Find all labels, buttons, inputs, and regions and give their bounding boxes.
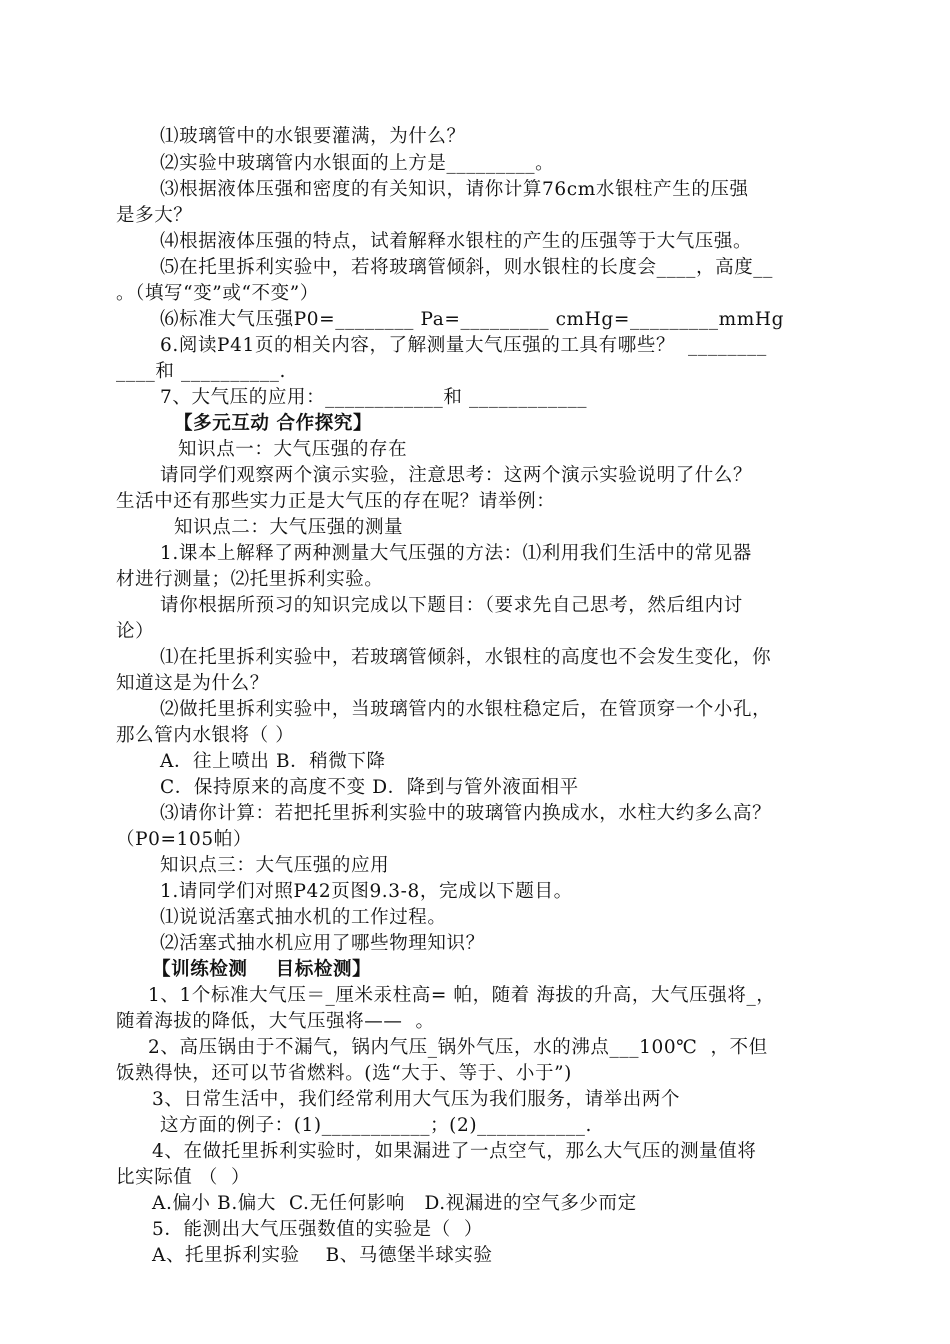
text-line: 2、高压锅由于不漏气，锅内气压_锅外气压，水的沸点___100℃ ，不但 <box>148 1037 768 1058</box>
text-line: 6.阅读P41页的相关内容，了解测量大气压强的工具有哪些？ ________ <box>160 335 767 356</box>
answer-option-line: A.偏小 B.偏大 C.无任何影响 D.视漏进的空气多少而定 <box>152 1193 637 1214</box>
answer-option-line: C．保持原来的高度不变 D．降到与管外液面相平 <box>160 777 579 798</box>
text-line: 4、在做托里拆利实验时，如果漏进了一点空气，那么大气压的测量值将 <box>152 1141 757 1162</box>
text-line: ⑴在托里拆利实验中，若玻璃管倾斜，水银柱的高度也不会发生变化，你 <box>160 647 772 668</box>
text-line: 论） <box>116 621 155 642</box>
text-line: 饭熟得快，还可以节省燃料。(选“大于、等于、小于”) <box>116 1063 572 1084</box>
text-line: 这方面的例子：(1)___________；(2)___________. <box>160 1115 592 1136</box>
text-line: ⑶根据液体压强和密度的有关知识，请你计算76cm水银柱产生的压强 <box>160 179 749 200</box>
text-line: 请同学们观察两个演示实验，注意思考：这两个演示实验说明了什么？ <box>160 465 753 486</box>
text-line: ⑵活塞式抽水机应用了哪些物理知识？ <box>160 933 485 954</box>
text-line: ____和 __________. <box>116 361 286 382</box>
text-line: 生活中还有那些实力正是大气压的存在呢？请举例： <box>116 491 556 512</box>
subsection-heading: 知识点一：大气压强的存在 <box>178 439 408 460</box>
text-line: 5．能测出大气压强数值的实验是（ ） <box>152 1219 483 1240</box>
text-line: ⑶请你计算：若把托里拆利实验中的玻璃管内换成水，水柱大约多么高？ <box>160 803 772 824</box>
text-line: 那么管内水银将（ ） <box>116 725 295 746</box>
text-line: 3、日常生活中，我们经常利用大气压为我们服务，请举出两个 <box>152 1089 681 1110</box>
subsection-heading: 知识点三：大气压强的应用 <box>160 855 390 876</box>
text-line: ⑵实验中玻璃管内水银面的上方是_________。 <box>160 153 555 174</box>
text-line: 1.课本上解释了两种测量大气压强的方法：⑴利用我们生活中的常见器 <box>160 543 752 564</box>
text-line: 。（填写“变”或“不变”） <box>116 283 319 304</box>
text-line: 1.请同学们对照P42页图9.3-8，完成以下题目。 <box>160 881 573 902</box>
text-line: ⑷根据液体压强的特点，试着解释水银柱的产生的压强等于大气压强。 <box>160 231 753 252</box>
text-line: ⑹标准大气压强P0=________ Pa=_________ cmHg=_________mmHg <box>160 309 785 330</box>
text-line: 知道这是为什么？ <box>116 673 269 694</box>
text-line: ⑸在托里拆利实验中，若将玻璃管倾斜，则水银柱的长度会____，高度__ <box>160 257 774 278</box>
text-line: 比实际值 （ ） <box>116 1167 251 1188</box>
answer-option-line: A、托里拆利实验 B、马德堡半球实验 <box>152 1245 493 1266</box>
text-line: 7、大气压的应用：____________和 ____________ <box>160 387 588 408</box>
text-line: ⑴说说活塞式抽水机的工作过程。 <box>160 907 447 928</box>
text-line: 是多大？ <box>116 205 193 226</box>
section-heading: 【多元互动 合作探究】 <box>174 413 373 434</box>
answer-option-line: A．往上喷出 B．稍微下降 <box>160 751 386 772</box>
text-line: （P0=105帕） <box>116 829 252 850</box>
text-line: ⑵做托里拆利实验中，当玻璃管内的水银柱稳定后，在管顶穿一个小孔， <box>160 699 772 720</box>
text-line: 随着海拔的降低，大气压强将—— 。 <box>116 1011 435 1032</box>
text-line: 请你根据所预习的知识完成以下题目：（要求先自己思考，然后组内讨 <box>160 595 743 616</box>
subsection-heading: 知识点二：大气压强的测量 <box>174 517 404 538</box>
text-line: 材进行测量；⑵托里拆利实验。 <box>116 569 384 590</box>
text-line: ⑴玻璃管中的水银要灌满，为什么？ <box>160 126 466 147</box>
section-heading: 【训练检测 目标检测】 <box>152 959 372 980</box>
text-line: 1、1个标准大气压＝_厘米汞柱高= 帕，随着 海拔的升高，大气压强将_， <box>148 985 776 1006</box>
